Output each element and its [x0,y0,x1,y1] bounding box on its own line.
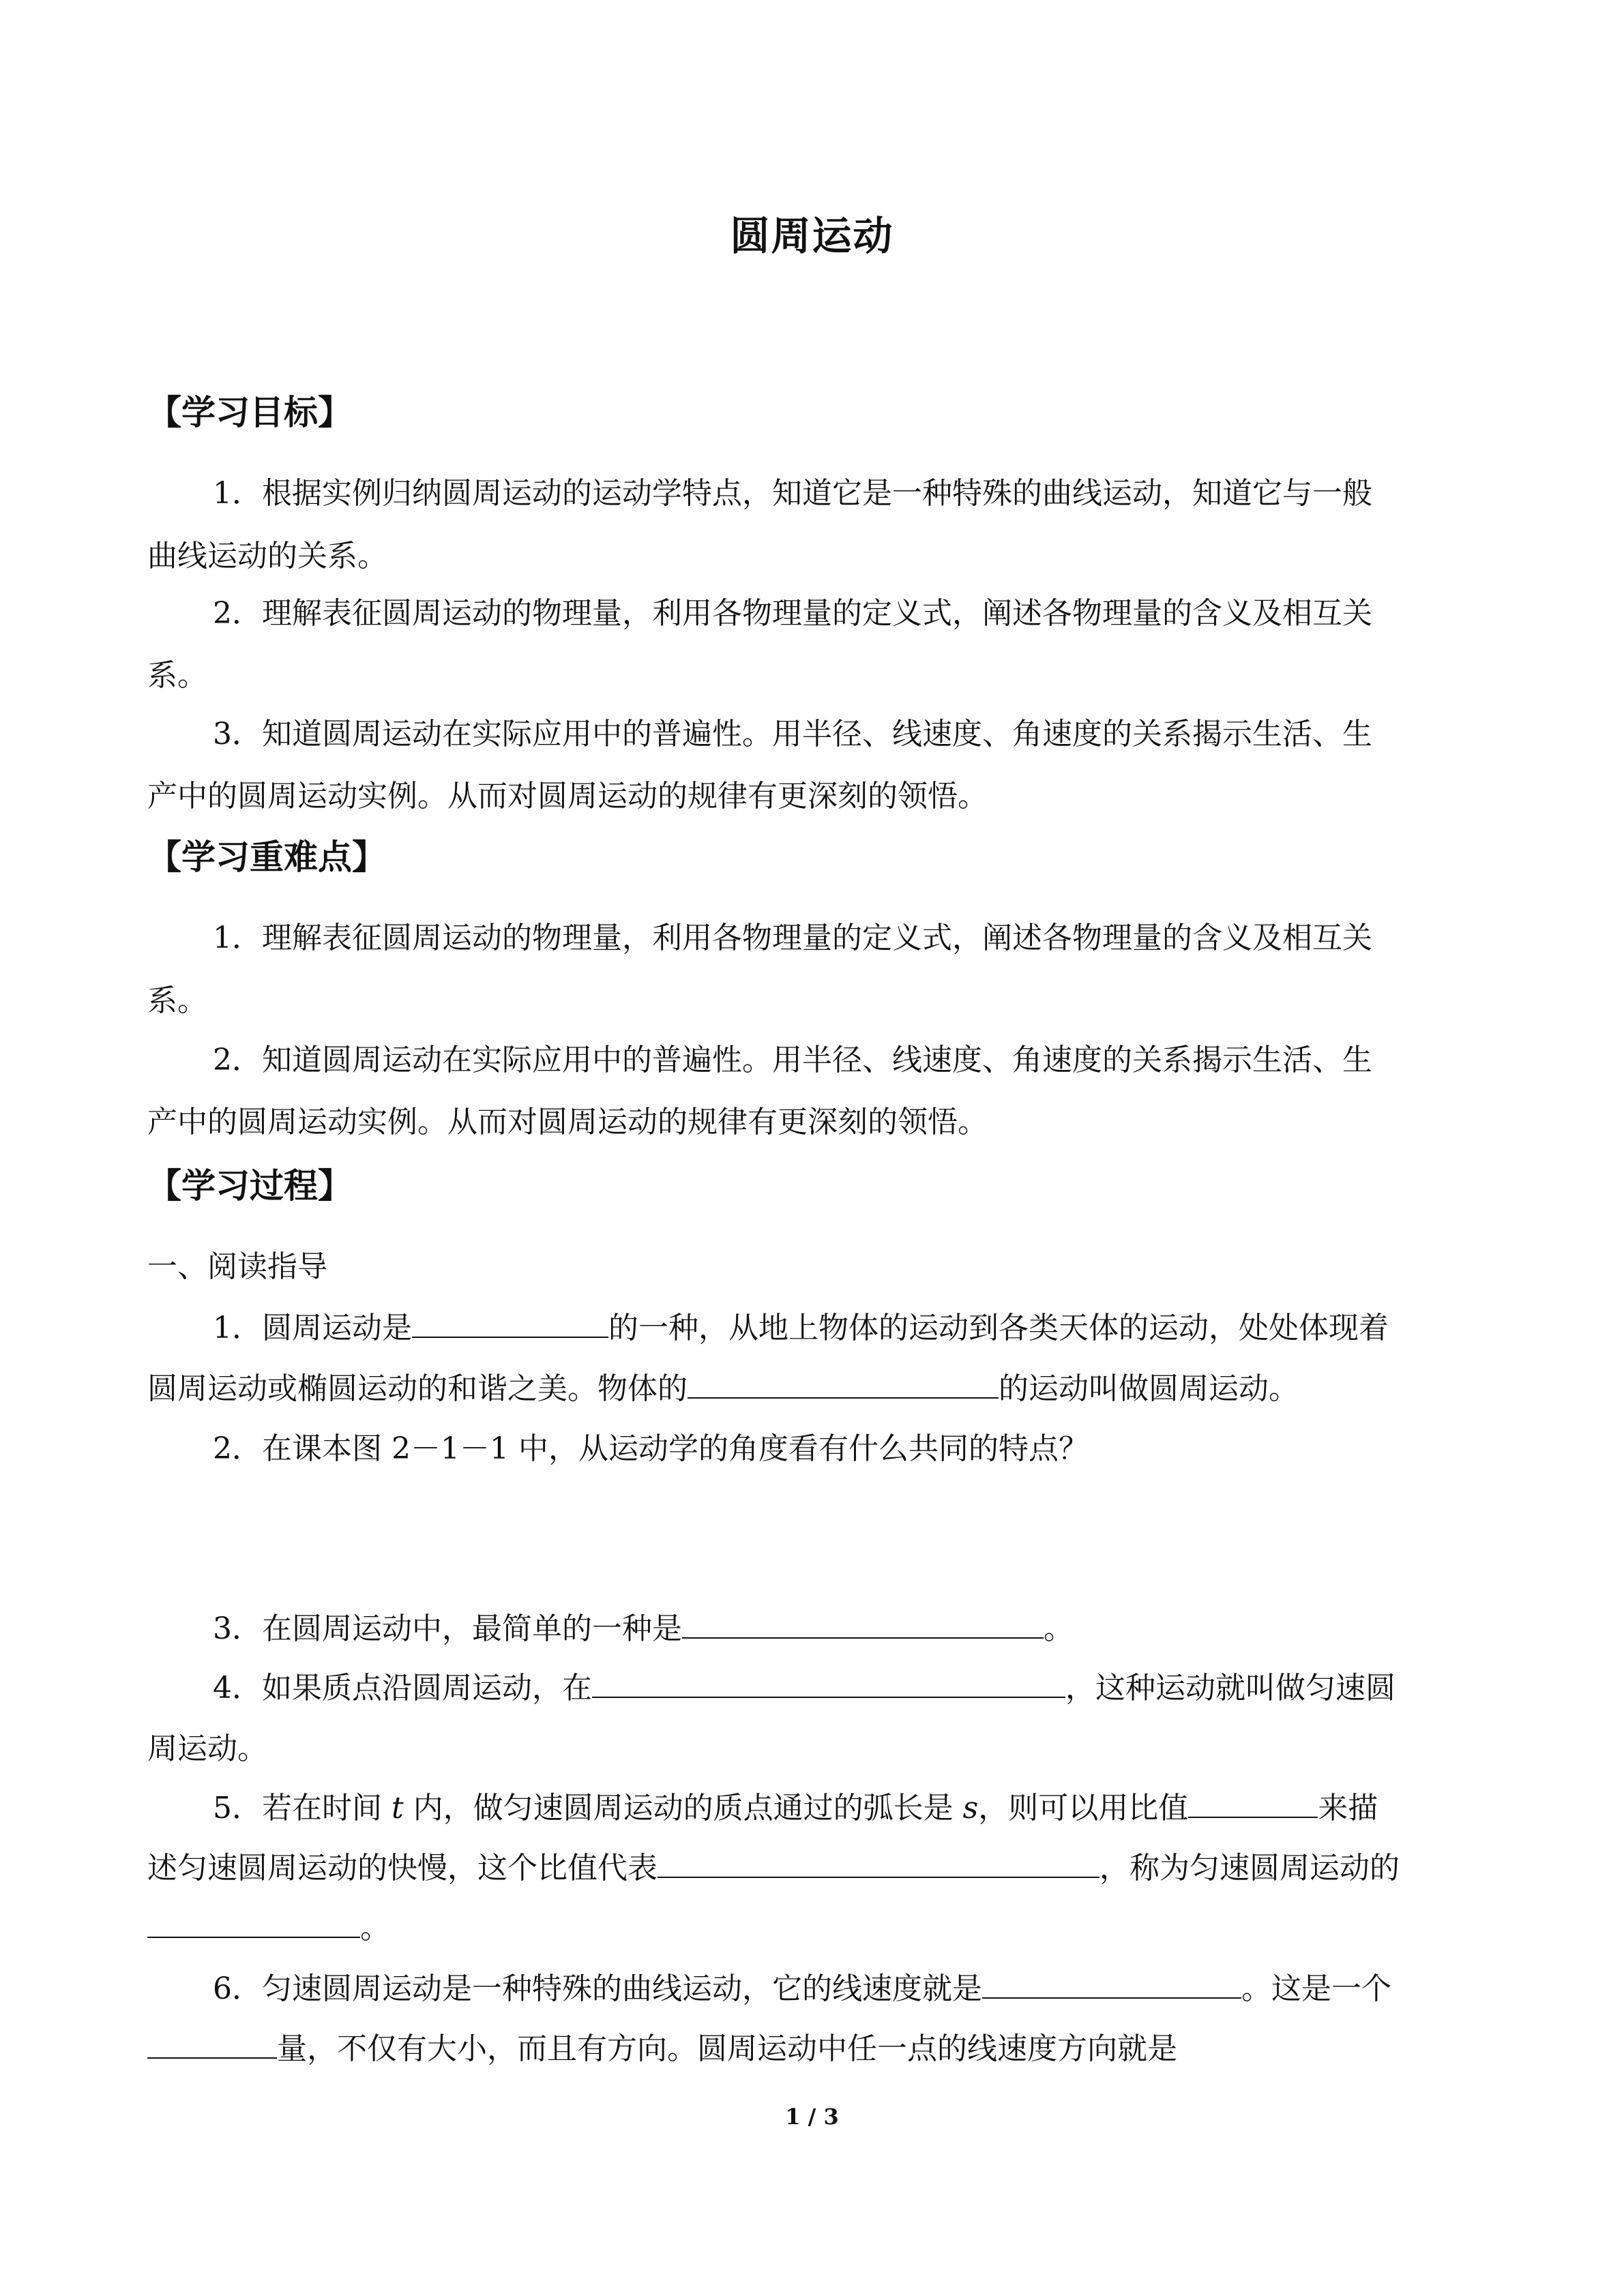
answer-blank[interactable] [982,1970,1241,1999]
goals-line-4: 系。 [147,658,207,693]
answer-blank[interactable] [412,1309,608,1338]
key-line-3: 2．知道圆周运动在实际应用中的普遍性。用半径、线速度、角速度的关系揭示生活、生 [213,1043,1372,1077]
answer-blank[interactable] [1188,1789,1318,1818]
goals-line-5: 3．知道圆周运动在实际应用中的普遍性。用半径、线速度、角速度的关系揭示生活、生 [213,717,1372,751]
heading-goals: 【学习目标】 [147,393,352,432]
goals-line-6: 产中的圆周运动实例。从而对圆周运动的规律有更深刻的领悟。 [147,779,988,814]
answer-blank[interactable] [592,1669,1065,1698]
goals-line-2: 曲线运动的关系。 [147,539,387,573]
goals-line-1: 1．根据实例归纳圆周运动的运动学特点，知道它是一种特殊的曲线运动，知道它与一般 [213,476,1372,511]
page-title: 圆周运动 [730,213,894,259]
question-2: 2．在课本图 2－1－1 中，从运动学的角度看有什么共同的特点？ [213,1431,1089,1466]
process-subheading: 一、阅读指导 [147,1249,327,1284]
key-line-2: 系。 [147,983,207,1018]
answer-blank[interactable] [147,2030,277,2059]
answer-blank[interactable] [147,1909,360,1938]
heading-key-points: 【学习重难点】 [147,837,386,877]
answer-blank[interactable] [658,1849,1099,1878]
answer-blank[interactable] [688,1370,999,1399]
goals-line-3: 2．理解表征圆周运动的物理量，利用各物理量的定义式，阐述各物理量的含义及相互关 [213,596,1372,631]
key-line-4: 产中的圆周运动实例。从而对圆周运动的规律有更深刻的领悟。 [147,1105,988,1139]
answer-blank[interactable] [682,1610,1044,1639]
question-6-line-2: 量，不仅有大小，而且有方向。圆周运动中任一点的线速度方向就是 [147,2028,1177,2070]
question-3: 3．在圆周运动中，最简单的一种是 。 [213,1611,1074,1646]
question-5-line-1: 5．若在时间 t 内，做匀速圆周运动的质点通过的弧长是 s，则可以用比值 来描 [213,1791,1378,1825]
question-4-line-1: 4．如果质点沿圆周运动，在 ，这种运动就叫做匀速圆 [213,1671,1396,1705]
key-line-1: 1．理解表征圆周运动的物理量，利用各物理量的定义式，阐述各物理量的含义及相互关 [213,921,1372,955]
heading-process: 【学习过程】 [147,1166,352,1206]
question-1-line-2: 圆周运动或椭圆运动的和谐之美。物体的 的运动叫做圆周运动。 [147,1371,1299,1406]
question-6-line-1: 6．匀速圆周运动是一种特殊的曲线运动，它的线速度就是 。这是一个 [213,1971,1391,2006]
question-4-line-2: 周运动。 [147,1731,267,1766]
question-5-line-2: 述匀速圆周运动的快慢，这个比值代表 ，称为匀速圆周运动的 [147,1851,1400,1885]
question-1-line-1: 1．圆周运动是 的一种，从地上物体的运动到各类天体的运动，处处体现着 [213,1311,1389,1345]
question-5-line-3: 。 [147,1907,390,1950]
page-number: 1 / 3 [785,2104,839,2130]
